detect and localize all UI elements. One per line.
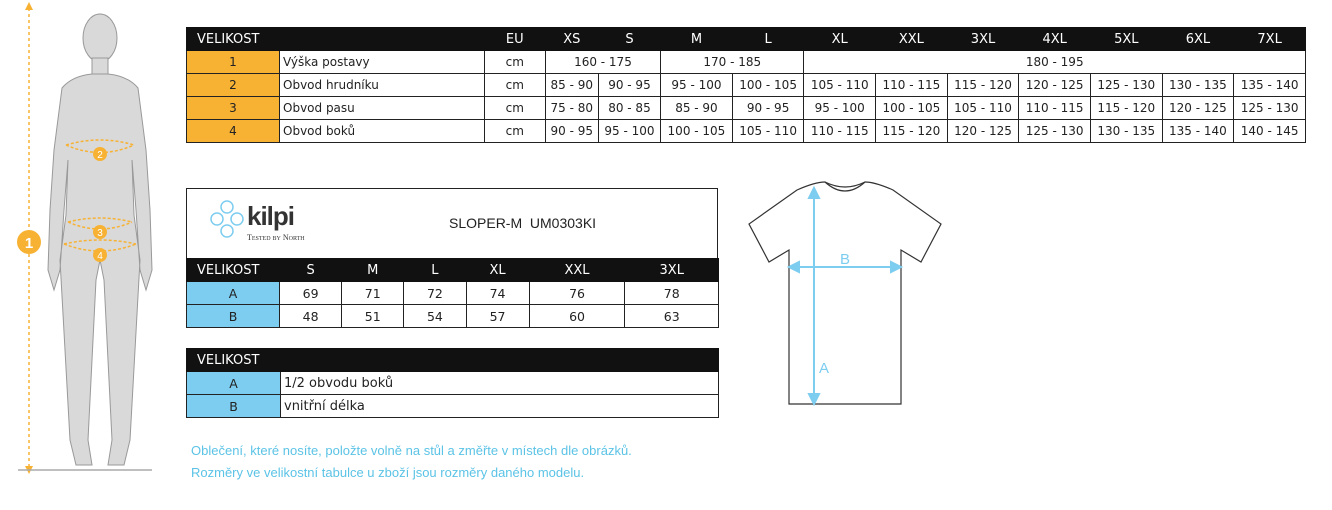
table-row [187,97,1306,120]
table-cell: 60 [529,305,625,328]
header-size: L [732,28,804,51]
table-cell: 120 - 125 [1019,74,1091,97]
size-table-header [187,28,1306,51]
header-size: 3XL [947,28,1019,51]
table-cell: 125 - 130 [1090,74,1162,97]
table-cell: 76 [529,282,625,305]
header-size: 4XL [1019,28,1091,51]
row-number: 4 [187,120,280,143]
table-cell: 105 - 110 [947,97,1019,120]
table-cell: 71 [342,282,404,305]
row-label: Výška postavy [280,51,485,74]
table-cell: 135 - 140 [1162,120,1234,143]
row-unit: cm [484,97,545,120]
tee-label-b: B [840,251,851,268]
header-size: 5XL [1090,28,1162,51]
table-row [187,395,719,418]
table-cell: 63 [625,305,719,328]
table-row [187,282,719,305]
table-cell: 75 - 80 [545,97,598,120]
table-cell: 115 - 120 [876,120,948,143]
brand-name: kilpi [247,201,295,231]
table-cell: 69 [280,282,342,305]
product-model: SLOPER-M UM0303KI [449,215,597,231]
header-size: S [280,259,342,282]
product-table-header [187,259,719,282]
row-number: 1 [187,51,280,74]
tshirt-diagram [745,178,945,413]
table-cell: 135 - 140 [1234,74,1306,97]
table-cell: 115 - 120 [947,74,1019,97]
table-cell: 100 - 105 [732,74,804,97]
row-label: Obvod hrudníku [280,74,485,97]
row-unit: cm [484,120,545,143]
table-cell: 105 - 110 [732,120,804,143]
table-cell: 110 - 115 [876,74,948,97]
header-size: L [404,259,466,282]
header-size: 3XL [625,259,719,282]
table-cell: 95 - 100 [661,74,733,97]
header-size: M [342,259,404,282]
marker-height: 1 [24,235,34,252]
body-measurement-figure [0,0,170,480]
row-number: 3 [187,97,280,120]
table-cell: 85 - 90 [545,74,598,97]
table-cell: 120 - 125 [947,120,1019,143]
table-cell: 115 - 120 [1090,97,1162,120]
tee-label-a: A [819,360,830,377]
marker-waist: 3 [97,228,103,239]
legend-header [187,349,719,372]
size-table [186,27,1306,143]
table-cell: 170 - 185 [661,51,804,74]
table-cell: 110 - 115 [804,120,876,143]
header-size: XL [804,28,876,51]
table-cell: 100 - 105 [661,120,733,143]
header-size: 6XL [1162,28,1234,51]
table-cell: 130 - 135 [1162,74,1234,97]
table-cell: 95 - 100 [804,97,876,120]
header-size: XL [466,259,529,282]
table-cell: 110 - 115 [1019,97,1091,120]
table-cell: 160 - 175 [545,51,660,74]
table-cell: 85 - 90 [661,97,733,120]
kilpi-logo-icon [207,197,247,241]
header-label: VELIKOST [187,28,485,51]
row-unit: cm [484,74,545,97]
table-cell: 48 [280,305,342,328]
table-row [187,74,1306,97]
table-cell: 120 - 125 [1162,97,1234,120]
header-size: XXL [876,28,948,51]
table-cell: 105 - 110 [804,74,876,97]
table-row [187,305,719,328]
row-label: B [187,395,281,418]
header-size: S [598,28,660,51]
row-unit: cm [484,51,545,74]
table-cell: 125 - 130 [1019,120,1091,143]
table-cell: 90 - 95 [598,74,660,97]
marker-chest: 2 [97,150,103,161]
table-cell: 140 - 145 [1234,120,1306,143]
table-row [187,120,1306,143]
table-cell: 95 - 100 [598,120,660,143]
table-cell: 74 [466,282,529,305]
legend-header-label: VELIKOST [187,349,719,372]
header-label: VELIKOST [187,259,280,282]
table-cell: 180 - 195 [804,51,1306,74]
table-cell: 125 - 130 [1234,97,1306,120]
note-line: Rozměry ve velikostní tabulce u zboží jsou rozměry daného modelu. [191,465,585,480]
table-cell: 90 - 95 [545,120,598,143]
table-row [187,51,1306,74]
row-number: 2 [187,74,280,97]
table-cell: 72 [404,282,466,305]
product-header [186,188,718,258]
header-size: 7XL [1234,28,1306,51]
header-size: XXL [529,259,625,282]
row-description: 1/2 obvodu boků [281,372,719,395]
table-cell: 78 [625,282,719,305]
header-size: XS [545,28,598,51]
legend-table [186,348,719,418]
marker-hips: 4 [97,251,103,262]
note-line: Oblečení, které nosíte, položte volně na stůl a změřte v místech dle obrázků. [191,443,632,458]
row-description: vnitřní délka [281,395,719,418]
table-row [187,372,719,395]
table-cell: 51 [342,305,404,328]
table-cell: 80 - 85 [598,97,660,120]
table-cell: 130 - 135 [1090,120,1162,143]
table-cell: 90 - 95 [732,97,804,120]
header-size: M [661,28,733,51]
header-unit: EU [484,28,545,51]
product-size-table [186,258,719,328]
table-cell: 57 [466,305,529,328]
row-label: Obvod pasu [280,97,485,120]
row-label: B [187,305,280,328]
row-label: A [187,372,281,395]
brand-tagline: Tested by North [247,233,305,242]
table-cell: 54 [404,305,466,328]
row-label: A [187,282,280,305]
table-cell: 100 - 105 [876,97,948,120]
row-label: Obvod boků [280,120,485,143]
